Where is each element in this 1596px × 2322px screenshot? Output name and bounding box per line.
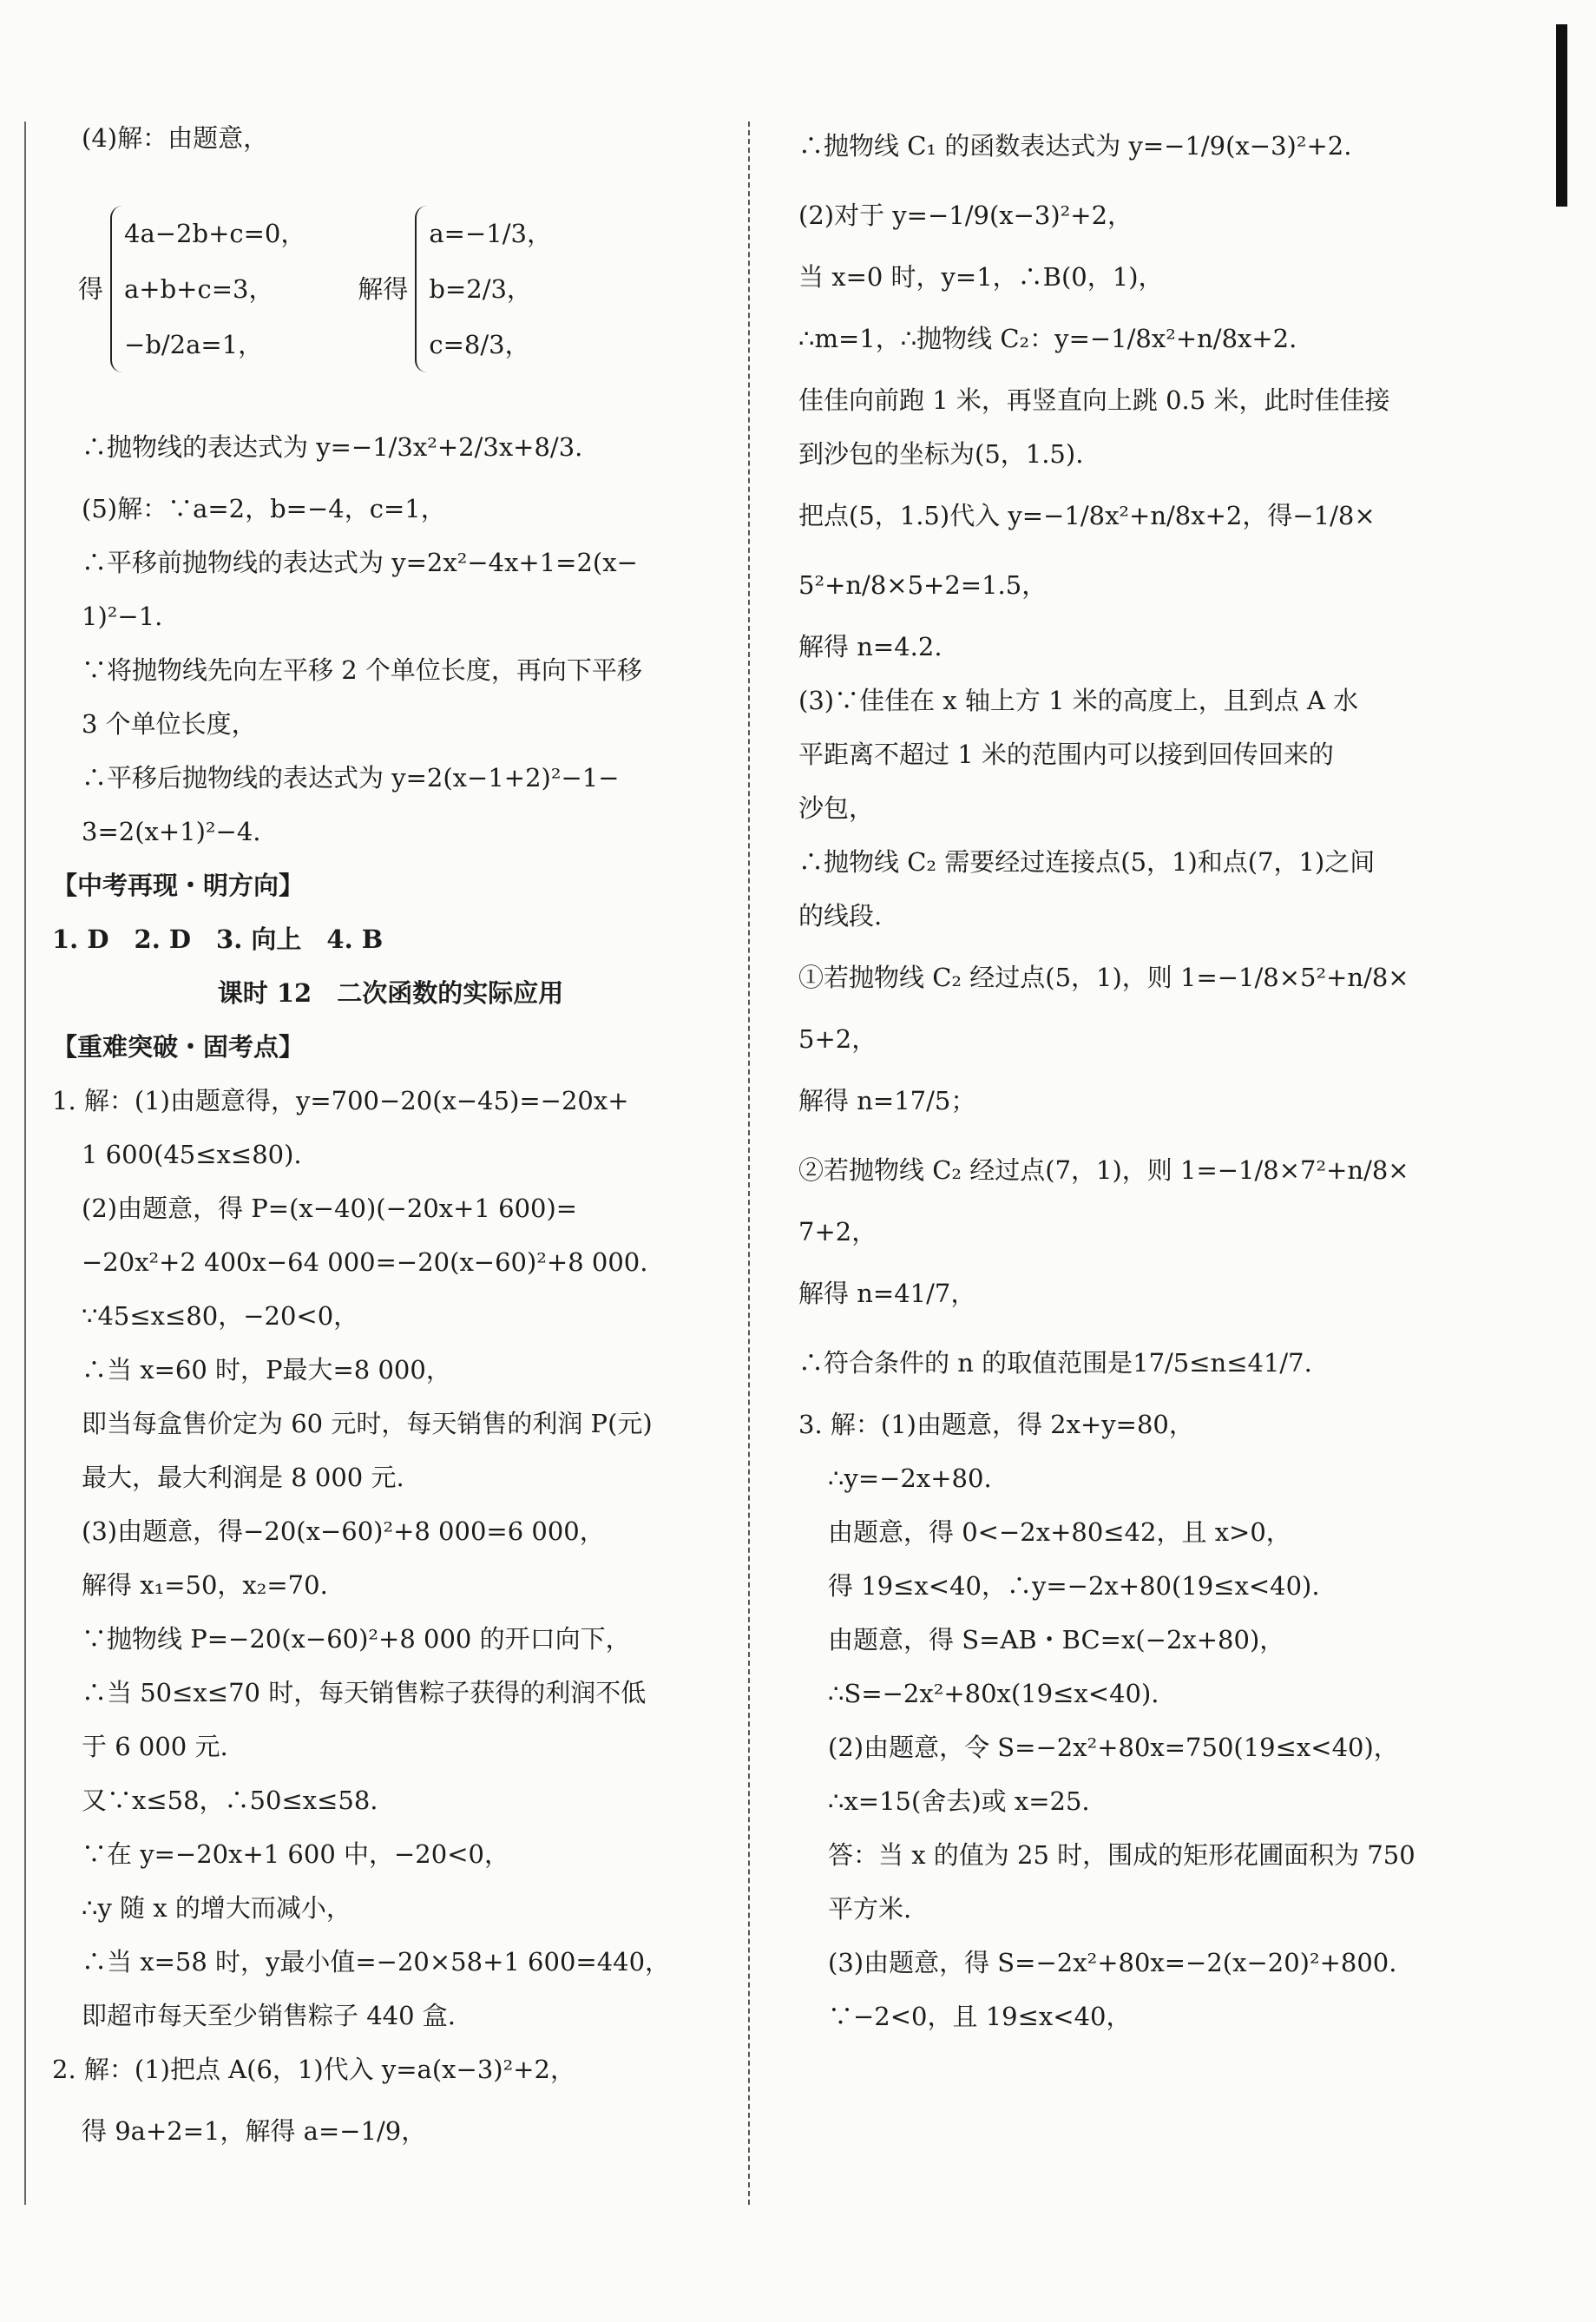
q2-line1: 2. 解：(1)把点 A(6，1)代入 y=a(x−3)²+2， <box>52 2055 575 2084</box>
section-zhongnan: 【重难突破・固考点】 <box>52 1032 305 1062</box>
q3-line6: ∴S=−2x²+80x(19≤x<40). <box>828 1679 1159 1708</box>
sys2-eq2: b=2/3， <box>429 273 532 304</box>
p5-line7: 3=2(x+1)²−4. <box>82 817 261 846</box>
q1-line14: 又∵x≤58，∴50≤x≤58. <box>82 1786 378 1815</box>
sys2-eq1: a=−1/3， <box>429 218 552 248</box>
sys1-eq3: −b/2a=1， <box>124 329 264 359</box>
p4-heading: (4)解：由题意， <box>82 123 269 153</box>
q1-line11: ∵抛物线 P=−20(x−60)²+8 000 的开口向下， <box>82 1624 631 1654</box>
q1-line8: 最大，最大利润是 8 000 元. <box>82 1463 404 1492</box>
q3-line2: ∴y=−2x+80. <box>828 1464 992 1493</box>
r-line18: ②若抛物线 C₂ 经过点(7，1)，则 1=−1/8×7²+n/8× <box>798 1155 1409 1185</box>
page-edge-bar <box>1556 24 1567 207</box>
r-line6: 到沙包的坐标为(5，1.5). <box>798 439 1084 469</box>
equation-system-2 <box>415 206 552 372</box>
r-line5: 佳佳向前跑 1 米，再竖直向上跳 0.5 米，此时佳佳接 <box>798 385 1390 415</box>
solve-label: 解得 <box>358 273 409 304</box>
r-line7: 把点(5，1.5)代入 y=−1/8x²+n/8x+2，得−1/8× <box>798 501 1376 530</box>
p5-line2: ∴平移前抛物线的表达式为 y=2x²−4x+1=2(x− <box>82 548 638 577</box>
sys1-eq2: a+b+c=3， <box>124 273 274 304</box>
r-line4: ∴m=1，∴抛物线 C₂：y=−1/8x²+n/8x+2. <box>798 324 1297 353</box>
q3-line4: 得 19≤x<40，∴y=−2x+80(19≤x<40). <box>828 1571 1320 1601</box>
q1-line3: (2)由题意，得 P=(x−40)(−20x+1 600)= <box>82 1194 578 1223</box>
right-column <box>798 111 1545 2043</box>
r-line14: 的线段. <box>798 901 883 931</box>
p5-heading: (5)解：∵a=2，b=−4，c=1， <box>82 494 446 523</box>
r-line2: (2)对于 y=−1/9(x−3)²+2， <box>798 201 1133 230</box>
r-line1: ∴抛物线 C₁ 的函数表达式为 y=−1/9(x−3)²+2. <box>798 131 1352 161</box>
q1-line2: 1 600(45≤x≤80). <box>82 1140 302 1169</box>
q3-line5: 由题意，得 S=AB・BC=x(−2x+80)， <box>828 1625 1285 1654</box>
q1-line9: (3)由题意，得−20(x−60)²+8 000=6 000， <box>82 1516 605 1546</box>
q1-line7: 即当每盒售价定为 60 元时，每天销售的利润 P(元) <box>82 1409 653 1438</box>
q1-line12: ∴当 50≤x≤70 时，每天销售粽子获得的利润不低 <box>82 1678 647 1707</box>
r-line15: ①若抛物线 C₂ 经过点(5，1)，则 1=−1/8×5²+n/8× <box>798 963 1409 992</box>
r-line10: (3)∵佳佳在 x 轴上方 1 米的高度上，且到点 A 水 <box>798 686 1359 715</box>
p4-result: ∴抛物线的表达式为 y=−1/3x²+2/3x+8/3. <box>82 432 583 462</box>
q1-line10: 解得 x₁=50，x₂=70. <box>82 1570 328 1600</box>
answers-line: 1. D 2. D 3. 向上 4. B <box>52 924 384 954</box>
r-line21: ∴符合条件的 n 的取值范围是17/5≤n≤41/7. <box>798 1348 1312 1378</box>
left-column <box>52 111 729 2166</box>
p5-line4: ∵将抛物线先向左平移 2 个单位长度，再向下平移 <box>82 655 642 685</box>
q1-line1: 1. 解：(1)由题意得，y=700−20(x−45)=−20x+ <box>52 1086 629 1115</box>
q3-line9: 答：当 x 的值为 25 时，围成的矩形花圃面积为 750 <box>828 1840 1415 1870</box>
left-margin-line <box>24 122 26 2205</box>
r-line9: 解得 n=4.2. <box>798 632 942 661</box>
q3-line7: (2)由题意，令 S=−2x²+80x=750(19≤x<40)， <box>828 1733 1399 1762</box>
r-line16: 5+2， <box>798 1024 877 1054</box>
q1-line16: ∴y 随 x 的增大而减小， <box>82 1893 351 1923</box>
q1-line6: ∴当 x=60 时，P最大=8 000， <box>82 1355 451 1385</box>
r-line12: 沙包， <box>798 793 875 823</box>
r-line20: 解得 n=41/7， <box>798 1279 976 1308</box>
q1-line18: 即超市每天至少销售粽子 440 盒. <box>82 2001 456 2030</box>
q1-line13: 于 6 000 元. <box>82 1732 228 1761</box>
q1-line17: ∴当 x=58 时，y最小值=−20×58+1 600=440， <box>82 1947 671 1977</box>
equation-systems <box>52 165 729 412</box>
column-divider <box>748 122 750 2205</box>
r-line13: ∴抛物线 C₂ 需要经过连接点(5，1)和点(7，1)之间 <box>798 847 1376 877</box>
q3-line1: 3. 解：(1)由题意，得 2x+y=80， <box>798 1410 1194 1439</box>
q2-line2: 得 9a+2=1，解得 a=−1/9， <box>82 2116 427 2146</box>
p5-line6: ∴平移后抛物线的表达式为 y=2(x−1+2)²−1− <box>82 763 620 793</box>
section-zhongkao: 【中考再现・明方向】 <box>52 871 305 900</box>
lesson-title: 课时 12 二次函数的实际应用 <box>217 978 564 1008</box>
q3-line12: ∵−2<0，且 19≤x<40， <box>828 2002 1132 2031</box>
q3-line3: 由题意，得 0<−2x+80≤42，且 x>0， <box>828 1517 1291 1547</box>
q3-line10: 平方米. <box>828 1894 912 1924</box>
q1-line4: −20x²+2 400x−64 000=−20(x−60)²+8 000. <box>82 1247 648 1277</box>
equation-system-1 <box>110 206 305 372</box>
p5-line5: 3 个单位长度， <box>82 709 257 739</box>
get-label: 得 <box>78 273 104 304</box>
r-line8: 5²+n/8×5+2=1.5， <box>798 570 1048 600</box>
sys2-eq3: c=8/3， <box>429 329 530 359</box>
q1-line15: ∵在 y=−20x+1 600 中，−20<0， <box>82 1839 509 1869</box>
q3-line11: (3)由题意，得 S=−2x²+80x=−2(x−20)²+800. <box>828 1948 1397 1977</box>
r-line17: 解得 n=17/5； <box>798 1086 976 1115</box>
sys1-eq1: 4a−2b+c=0， <box>124 218 306 248</box>
p5-line3: 1)²−1. <box>82 602 163 631</box>
q1-line5: ∵45≤x≤80，−20<0， <box>82 1301 359 1331</box>
q3-line8: ∴x=15(舍去)或 x=25. <box>828 1786 1090 1816</box>
r-line11: 平距离不超过 1 米的范围内可以接到回传回来的 <box>798 740 1334 769</box>
r-line3: 当 x=0 时，y=1，∴B(0，1)， <box>798 262 1164 292</box>
r-line19: 7+2， <box>798 1217 877 1247</box>
